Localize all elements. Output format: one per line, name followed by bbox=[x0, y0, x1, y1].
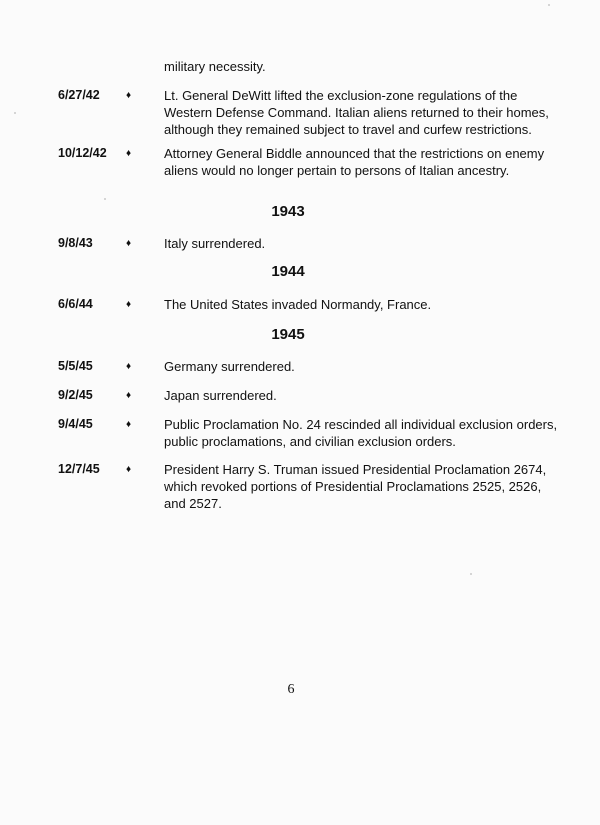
diamond-bullet-icon: ♦ bbox=[126, 90, 132, 101]
page-number: 6 bbox=[287, 682, 295, 697]
entry-line: President Harry S. Truman issued Presidential Proclamation 2674, bbox=[164, 462, 547, 477]
entry-line: Germany surrendered. bbox=[164, 359, 295, 374]
entry-text bbox=[164, 387, 536, 404]
entry-text bbox=[164, 296, 536, 313]
entry-date: 6/6/44 bbox=[58, 297, 93, 311]
entry-text bbox=[164, 87, 549, 138]
entry-text bbox=[164, 461, 547, 512]
entry-line: Lt. General DeWitt lifted the exclusion-zone regulations of the bbox=[164, 88, 518, 103]
year-heading: 1944 bbox=[271, 263, 305, 280]
entry-line: The United States invaded Normandy, France. bbox=[164, 297, 432, 312]
diamond-bullet-icon: ♦ bbox=[126, 148, 132, 159]
entry-date: 6/27/42 bbox=[58, 88, 100, 102]
scan-speck bbox=[104, 198, 106, 200]
diamond-bullet-icon: ♦ bbox=[126, 299, 132, 310]
scan-speck bbox=[470, 573, 472, 575]
entry-text bbox=[164, 358, 536, 375]
diamond-bullet-icon: ♦ bbox=[126, 390, 132, 401]
entry-line: Italy surrendered. bbox=[164, 236, 266, 251]
diamond-bullet-icon: ♦ bbox=[126, 419, 132, 430]
diamond-bullet-icon: ♦ bbox=[126, 361, 132, 372]
diamond-bullet-icon: ♦ bbox=[126, 238, 132, 249]
diamond-bullet-icon: ♦ bbox=[126, 464, 132, 475]
continuation-text: military necessity. bbox=[164, 59, 266, 74]
entry-line: which revoked portions of Presidential Proclamations 2525, 2526, bbox=[164, 479, 542, 494]
year-heading: 1943 bbox=[271, 203, 305, 220]
scan-speck bbox=[14, 112, 16, 114]
entry-line: and 2527. bbox=[164, 496, 222, 511]
entry-date: 5/5/45 bbox=[58, 359, 93, 373]
entry-line: Western Defense Command. Italian aliens returned to their homes, bbox=[164, 105, 549, 120]
entry-line: Public Proclamation No. 24 rescinded all individual exclusion orders, bbox=[164, 417, 558, 432]
entry-date: 9/4/45 bbox=[58, 417, 93, 431]
entry-line: Attorney General Biddle announced that the restrictions on enemy bbox=[164, 146, 545, 161]
entry-line: aliens would no longer pertain to persons of Italian ancestry. bbox=[164, 163, 510, 178]
scan-speck bbox=[548, 4, 550, 6]
entry-line: public proclamations, and civilian exclusion orders. bbox=[164, 434, 456, 449]
year-heading: 1945 bbox=[271, 326, 305, 343]
entry-date: 9/8/43 bbox=[58, 236, 93, 250]
entry-text bbox=[164, 145, 545, 179]
entry-text bbox=[164, 416, 558, 450]
entry-date: 12/7/45 bbox=[58, 462, 100, 476]
entry-text bbox=[164, 235, 536, 252]
entry-line: Japan surrendered. bbox=[164, 388, 277, 403]
entry-line: although they remained subject to travel and curfew restrictions. bbox=[164, 122, 532, 137]
entry-date: 9/2/45 bbox=[58, 388, 93, 402]
entry-date: 10/12/42 bbox=[58, 146, 107, 160]
